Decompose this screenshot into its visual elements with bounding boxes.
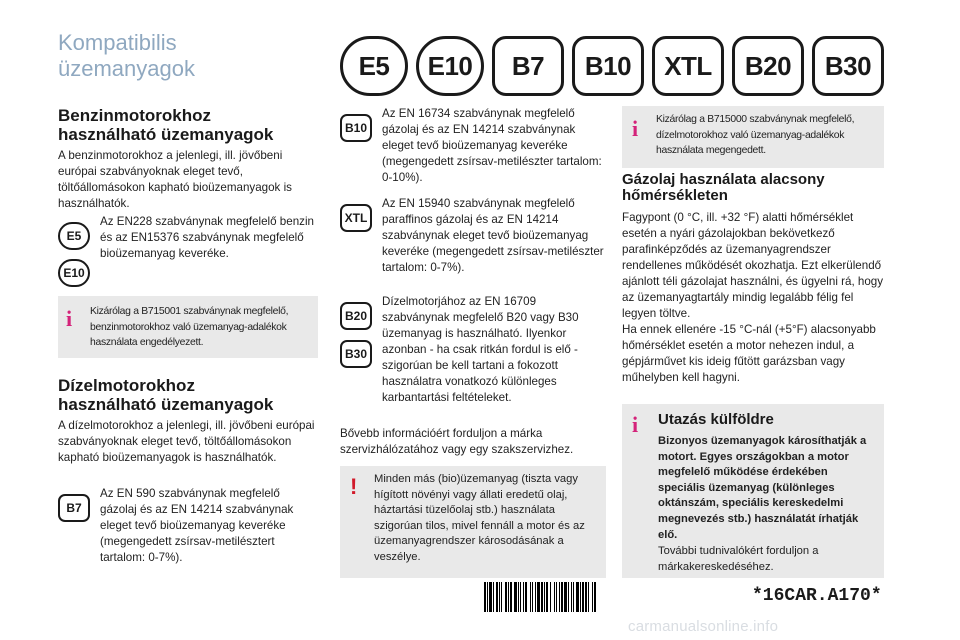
badge-e5: E5 [340, 36, 408, 96]
badge-e10: E10 [416, 36, 484, 96]
cold-text: Fagypont (0 °C, ill. +32 °F) alatti hőmérséklet esetén a nyári gázolajokban bekövetkező parafinképződés az üzemanyagrendszer rendellenes működését okozhatja. Ezt elkerülendő ajánlott téli gázolajat használni, és ügyelni rá, hogy az üzemanyagtartály mindig legalább félig fel legyen töltve. [622, 211, 884, 320]
page-title: Kompatibilis üzemanyagok [58, 30, 195, 81]
badge-b30: B30 [812, 36, 884, 96]
warning-box: ! Minden más (bio)üzemanyag (tiszta vagy hígított növényi vagy állati eredetű olaj, háztartási tüzelőolaj stb.) használata szigorúan tilos, mivel fennáll a motor és az üzemanyagrendszer károsodásának a veszélye. [340, 466, 606, 578]
cold-heading: Gázolaj használata alacsony hőmérsékleten [622, 171, 825, 204]
more-info-text: Bővebb információért forduljon a márka szervizhálózatához vagy egy szakszervizhez. [340, 427, 574, 456]
petrol-intro: A benzinmotorokhoz a jelenlegi, ill. jövőbeni európai szabványoknak eleget tevő, töltőállomásokon kapható bioüzemanyagok is használhatók. [58, 149, 292, 210]
info-icon: i [632, 116, 639, 141]
travel-box: i Utazás külföldre Bizonyos üzemanyagok károsíthatják a motort. Egyes országokban a motor megfelelő működése érdekében speciális üzemanyag (különleges oktánszám, speciális kereskedelmi megnevezés stb.) használatát írhatják elő. További tudnivalókért forduljon a márkakereskedéséhez. [622, 404, 884, 578]
petrol-additive-note: i Kizárólag a B715001 szabványnak megfelelő, benzinmotorokhoz való üzemanyag-adalékok használata engedélyezett. [58, 296, 318, 358]
badge-b20: B20 [732, 36, 804, 96]
badge-xtl-small: XTL [340, 204, 372, 232]
badge-b10-small: B10 [340, 114, 372, 142]
info-icon: i [632, 412, 639, 437]
fuel-badge-row [340, 36, 884, 96]
info-icon: i [66, 306, 73, 331]
diesel-additive-note: i Kizárólag a B715000 szabványnak megfelelő, dízelmotorokhoz való üzemanyag-adalékok használata megengedett. [622, 106, 884, 168]
badge-b10: B10 [572, 36, 644, 96]
badge-b7-small: B7 [58, 494, 90, 522]
b7-text: Az EN 590 szabványnak megfelelő gázolaj és az EN 14214 szabványnak eleget tevő bioüzemanyag keveréke (megengedett zsírsav-metilésztert tartalom: 0-7%). [100, 487, 294, 564]
badge-e10-small: E10 [58, 259, 90, 287]
warning-icon: ! [350, 474, 358, 499]
badge-e5-small: E5 [58, 222, 90, 250]
petrol-heading: Benzinmotorokhoz használható üzemanyagok [58, 106, 274, 144]
badge-b30-small: B30 [340, 340, 372, 368]
diesel-intro: A dízelmotorokhoz a jelenlegi, ill. jövőbeni európai szabványoknak eleget tevő, töltőállomásokon kapható bioüzemanyagok is használhatók. [58, 419, 315, 464]
badge-b20-small: B20 [340, 302, 372, 330]
watermark: carmanualsonline.info [628, 618, 779, 635]
barcode [484, 582, 720, 612]
badge-b7: B7 [492, 36, 564, 96]
barcode-bar [596, 582, 597, 612]
xtl-text: Az EN 15940 szabványnak megfelelő paraffinos gázolaj és az EN 14214 szabványnak eleget tevő bioüzemanyag keveréke (megengedett zsírsav-metilészter tartalom: 0-7%). [382, 197, 604, 274]
cold-text-2: Ha ennek ellenére -15 °C-nál (+5°F) alacsonyabb hőmérséklet esetén a motor nehezen indul, a gépjárművet kis ideig fűtött garázsban vagy műhelyben kell hagyni. [622, 323, 876, 384]
b20-b30-text: Dízelmotorjához az EN 16709 szabványnak megfelelő B20 vagy B30 üzemanyag is használható. Ilyenkor azonban - ha csak ritkán fordul is elő - szigorúan be kell tartani a fokozott használatra vonatkozó különleges karbantartási feltételeket. [382, 295, 579, 404]
diesel-heading: Dízelmotorokhoz használható üzemanyagok [58, 376, 274, 414]
document-code: *16CAR.A170* [752, 586, 882, 606]
b10-text: Az EN 16734 szabványnak megfelelő gázolaj és az EN 14214 szabványnak eleget tevő bioüzemanyag keveréke (megengedett zsírsav-metilészter tartalom: 0-10%). [382, 107, 602, 184]
badge-xtl: XTL [652, 36, 724, 96]
petrol-e-text: Az EN228 szabványnak megfelelő benzin és az EN15376 szabványnak megfelelő bioüzemanyag keveréke. [100, 215, 314, 260]
